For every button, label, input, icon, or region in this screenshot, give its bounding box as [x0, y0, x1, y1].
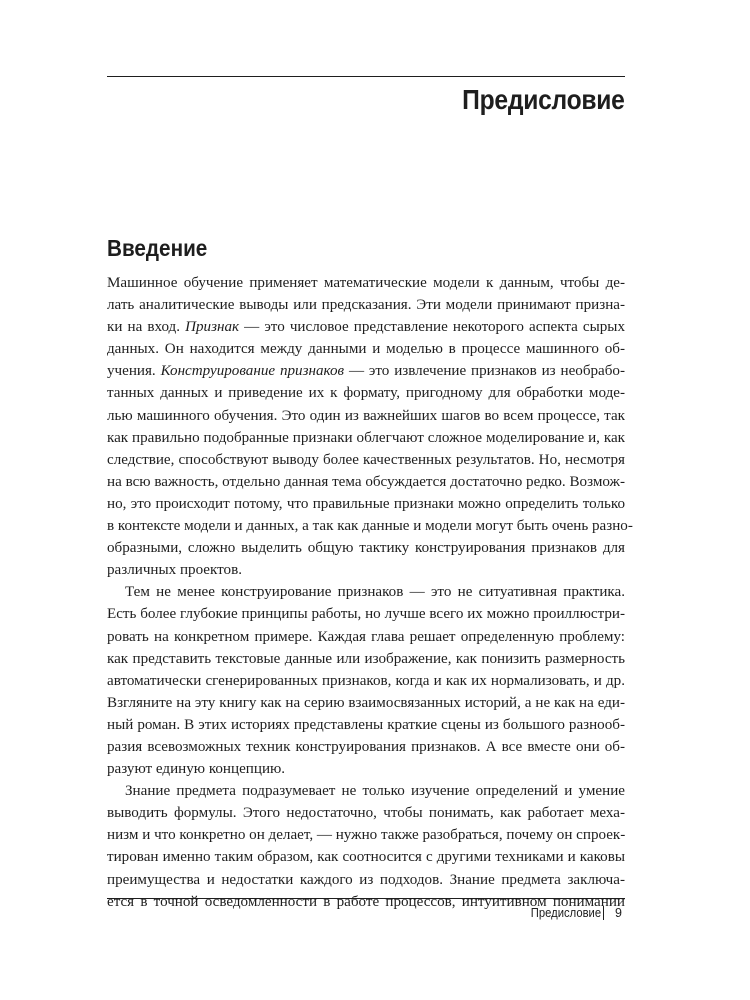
text-line: образными, сложно выделить общую тактику конструирования признаков для — [107, 540, 625, 557]
text-line: Знание предмета подразумевает не только изучение определений и умение — [125, 783, 625, 800]
text-line: как правильно подобранные признаки облегчают сложное моделирование и, как — [107, 429, 625, 446]
italic-term: Конструирование признаков — [160, 363, 345, 380]
section-heading: Введение — [107, 235, 208, 261]
text-line: низм и что конкретно он делает, — нужно также разобраться, почему он спроек- — [107, 827, 626, 844]
text-line: на всю важность, отдельно данная тема обсуждается достаточно редко. Возмож- — [107, 473, 625, 490]
chapter-title: Предисловие — [462, 84, 625, 115]
paragraph — [107, 581, 625, 780]
text-line: выводить формулы. Этого недостаточно, чтобы понимать, как работает меха- — [107, 805, 625, 822]
text-line: Взгляните на эту книгу как на серию взаимосвязанных историй, а не как на еди- — [107, 694, 625, 711]
page-number: 9 — [615, 906, 622, 920]
text-line: лью машинного обучения. Это один из важнейших шагов во всем процессе, так — [107, 407, 625, 424]
bottom-rule — [107, 898, 625, 899]
text-line: лать аналитические выводы или предсказания. Эти модели принимают призна- — [107, 297, 625, 314]
text-line: в контексте модели и данных, а так как данные и модели могут быть очень разно- — [107, 518, 633, 535]
text-line: учения. Конструирование признаков — это извлечение признаков из необрабо- — [107, 363, 625, 380]
text-line: Тем не менее конструирование признаков — это не ситуативная практика. — [125, 584, 625, 601]
text-line: ровать на конкретном примере. Каждая глава решает определенную проблему: — [107, 628, 625, 645]
italic-term: Признак — [185, 319, 240, 336]
top-rule — [107, 76, 625, 77]
text-line: ется в точной осведомленности в работе процессов, интуитивном понимании — [107, 893, 625, 910]
text-line: различных проектов. — [107, 562, 242, 579]
text-line: Машинное обучение применяет математические модели к данным, чтобы де- — [107, 275, 625, 291]
text-line: разия всевозможных техник конструирования признаков. А все вместе они об- — [107, 738, 625, 755]
text-line: автоматически сгенерированных признаков, когда и как их нормализовать, и др. — [107, 672, 625, 689]
text-line: ки на вход. Признак — это числовое представление некоторого аспекта сырых — [107, 319, 625, 336]
text-line: танных данных и приведение их к формату, пригодному для обработки моде- — [107, 385, 625, 402]
text-line: как представить текстовые данные или изображение, как понизить размерность — [107, 650, 625, 667]
text-line: разуют единую концепцию. — [107, 761, 286, 778]
text-line: тирован именно таким образом, как соотносится с другими техниками и каковы — [107, 849, 625, 866]
text-line: ный роман. В этих историях представлены краткие сцены из большого разнооб- — [107, 716, 625, 733]
text-line: данных. Он находится между данными и моделью в процессе машинного об- — [107, 341, 625, 358]
text-line: Есть более глубокие принципы работы, но лучше всего их можно проиллюстри- — [107, 606, 625, 623]
body-text — [107, 272, 633, 913]
paragraph — [107, 272, 633, 581]
paragraph — [107, 780, 625, 913]
text-line: преимущества и недостатки каждого из подходов. Знание предмета заключа- — [107, 871, 625, 888]
text-line: но, это происходит потому, что правильные признаки можно определить только — [107, 495, 625, 512]
running-footer: Предисловие — [530, 906, 601, 920]
text-line: следствие, способствуют выводу более качественных результатов. Но, несмотря — [107, 451, 625, 468]
footer-separator — [603, 906, 604, 920]
